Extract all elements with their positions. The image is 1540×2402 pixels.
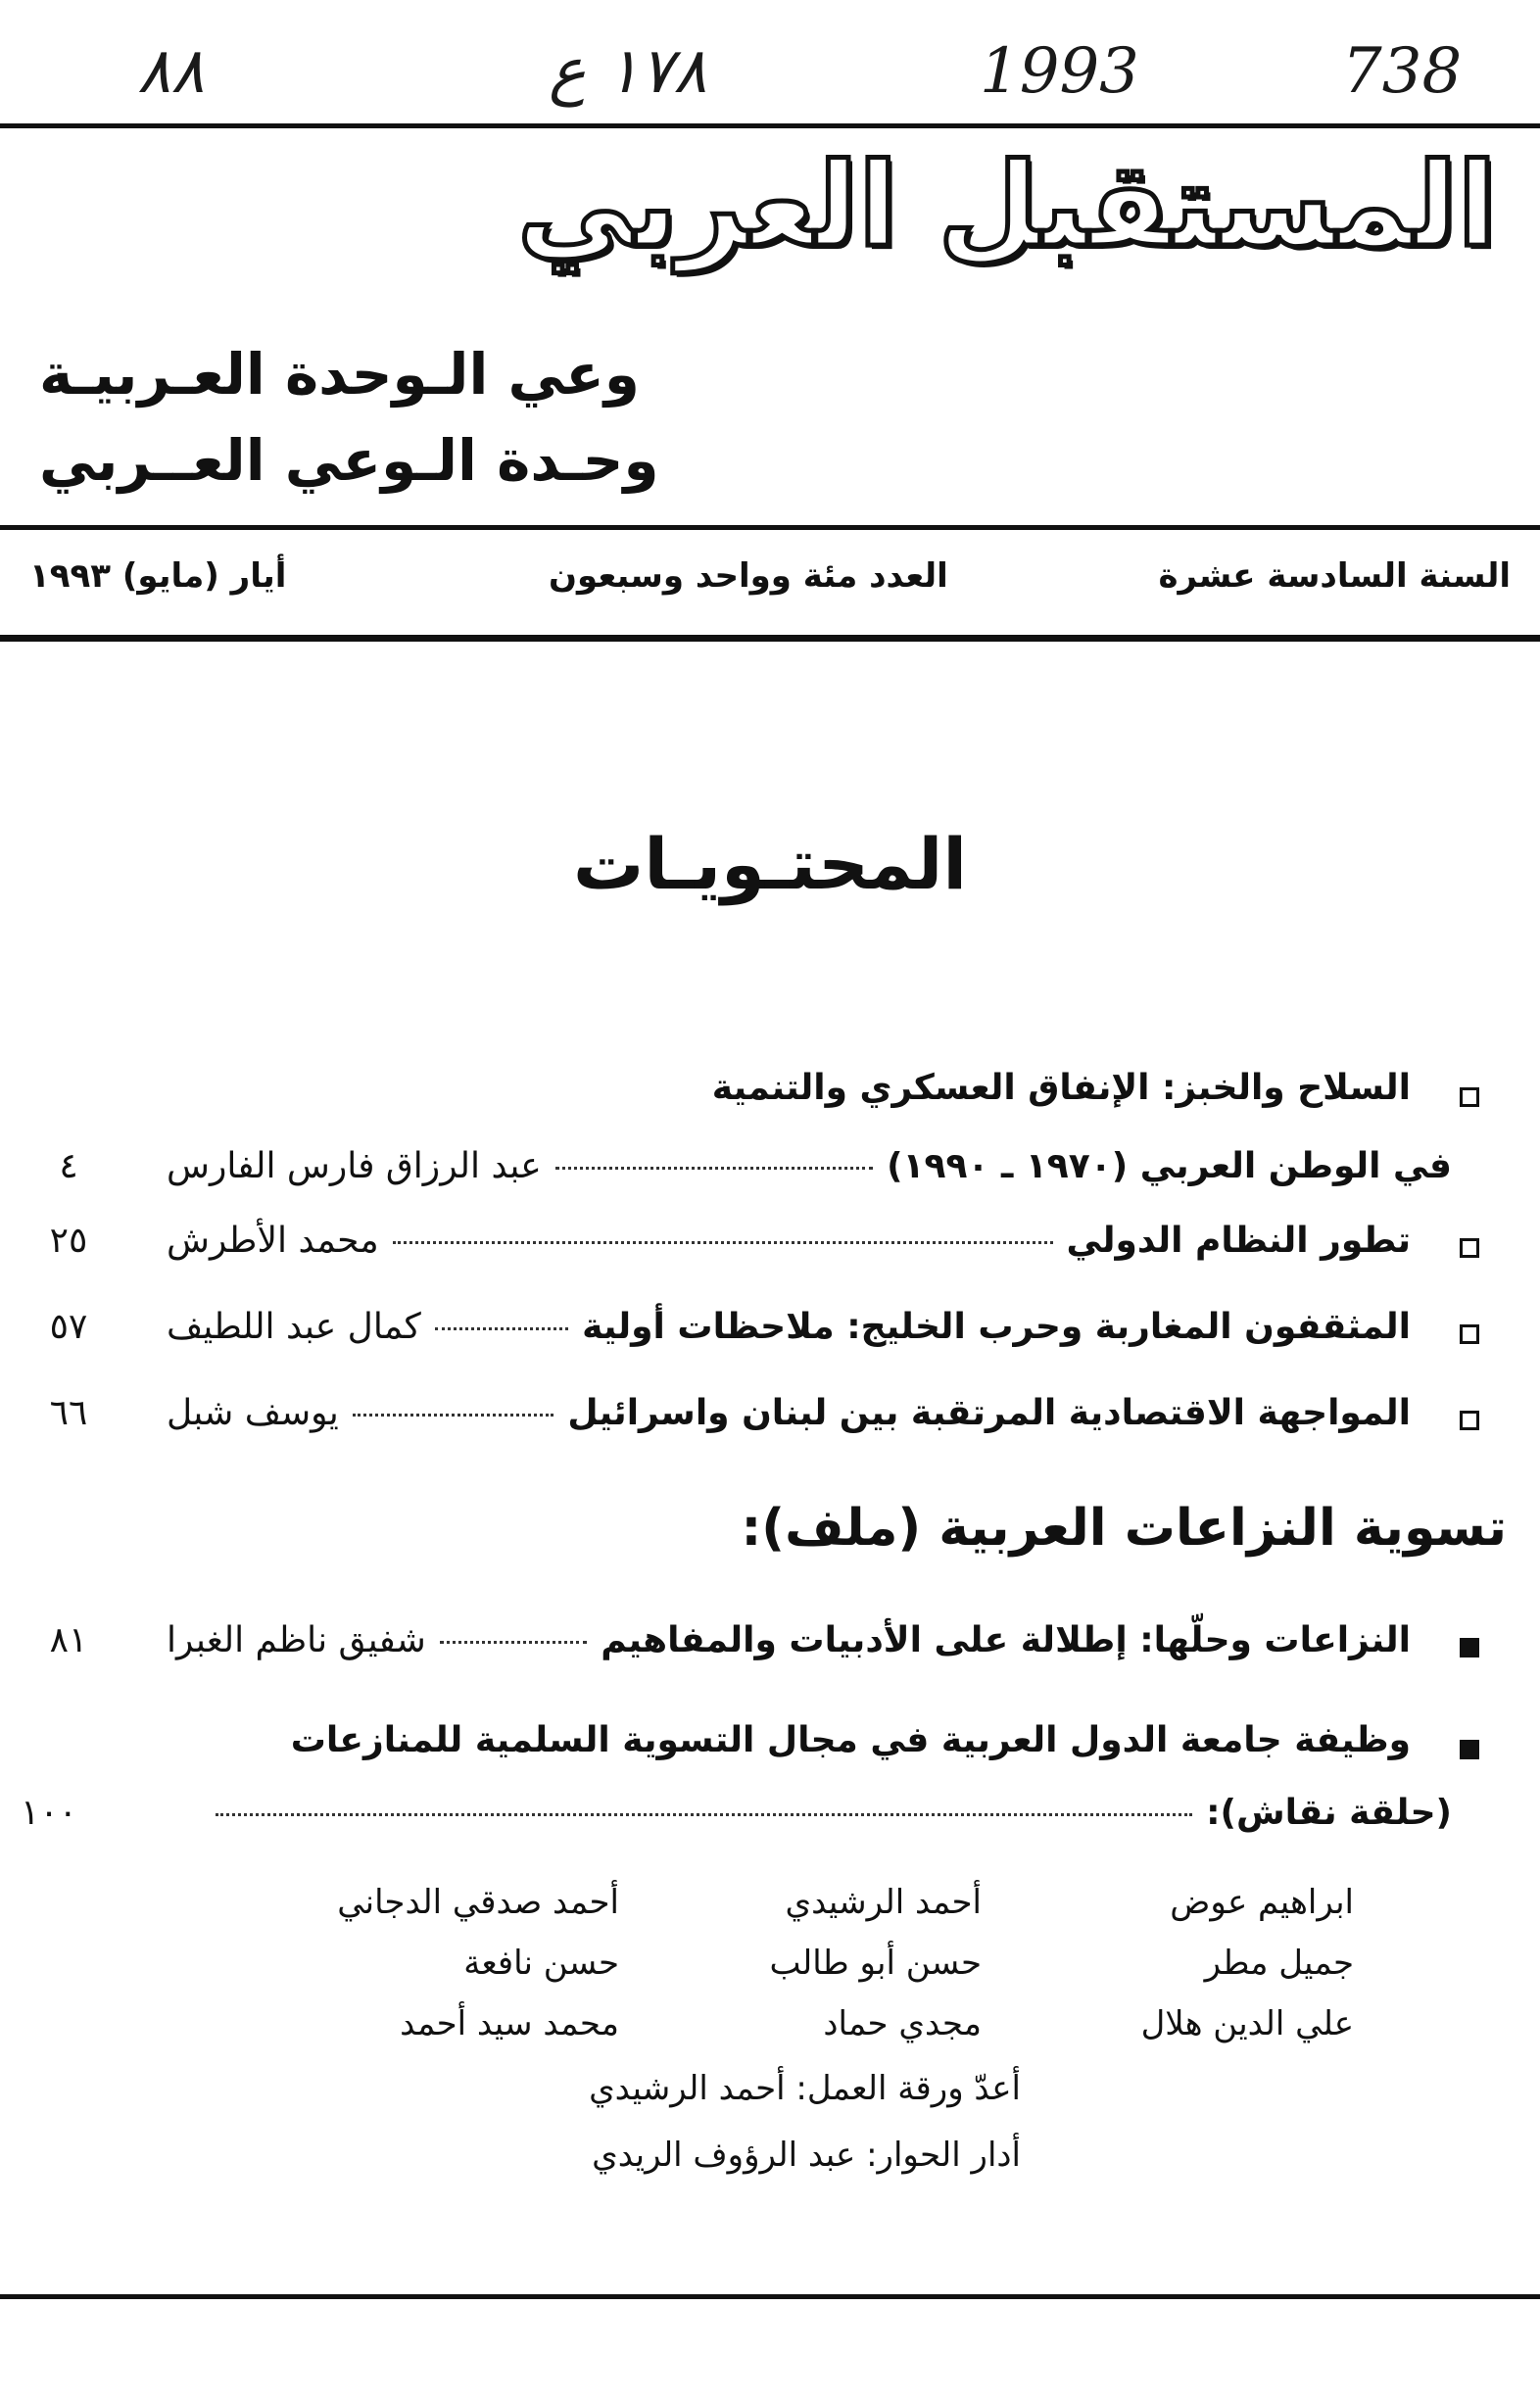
handwritten-note-2: ١٧٨ ع [549, 35, 707, 108]
participant-name: ابراهيم عوض [1170, 1883, 1354, 1922]
issue-year: السنة السادسة عشرة [1158, 556, 1511, 596]
contents-heading: المحتـويـات [572, 823, 968, 905]
entry-title: المواجهة الاقتصادية المرتقبة بين لبنان واسرائيل [567, 1393, 1411, 1433]
masthead-logo: المستقبل العربي [516, 137, 1497, 272]
entry-title: النزاعات وحلّها: إطلالة على الأدبيات والمفاهيم [601, 1620, 1411, 1660]
leader-dots [435, 1327, 568, 1330]
leader-dots [440, 1641, 587, 1644]
participant-name: علي الدين هلال [1140, 2004, 1354, 2043]
file-entry-bullet [1460, 1638, 1479, 1657]
entry-bullet [1460, 1238, 1479, 1258]
toc-entry-4[interactable] [29, 1393, 1411, 1433]
participant-name: جميل مطر [1204, 1944, 1354, 1983]
issue-rule-bottom [0, 635, 1540, 642]
toc-entry-3[interactable] [29, 1307, 1411, 1347]
slogan-line-2: وحـدة الـوعي العــربي [39, 427, 659, 494]
moderator-credit: أدار الحوار: عبد الرؤوف الريدي [592, 2136, 1021, 2175]
leader-dots [393, 1241, 1053, 1244]
entry-page: ٨١ [49, 1620, 88, 1660]
entry-bullet [1460, 1324, 1479, 1344]
entry-title-line-1: السلاح والخبز: الإنفاق العسكري والتنمية [711, 1068, 1411, 1108]
participant-name: مجدي حماد [823, 2004, 982, 2043]
entry-title: تطور النظام الدولي [1066, 1221, 1411, 1261]
participant-name: حسن أبو طالب [769, 1944, 982, 1983]
issue-date: أيار (مايو) ١٩٩٣ [29, 556, 287, 596]
issue-rule-top [0, 525, 1540, 530]
issue-number: العدد مئة وواحد وسبعون [549, 556, 948, 596]
leader-dots [555, 1167, 873, 1170]
entry-title-line-2: في الوطن العربي (١٩٧٠ ـ ١٩٩٠) [887, 1146, 1452, 1186]
leader-dots [216, 1813, 1192, 1816]
file-entry-1[interactable] [29, 1620, 1411, 1660]
top-rule [0, 123, 1540, 128]
toc-entry-1[interactable] [29, 1146, 1452, 1186]
entry-title: المثقفون المغاربة وحرب الخليج: ملاحظات أولية [582, 1307, 1411, 1347]
entry-author: شفيق ناظم الغبرا [167, 1620, 426, 1660]
bottom-rule [0, 2294, 1540, 2299]
entry-author: محمد الأطرش [167, 1221, 379, 1261]
entry-bullet [1460, 1411, 1479, 1430]
entry-author: عبد الرزاق فارس الفارس [167, 1146, 542, 1186]
entry-title-line-1: وظيفة جامعة الدول العربية في مجال التسوية السلمية للمنازعات [290, 1720, 1411, 1760]
slogan-line-1: وعي الـوحدة العـربيـة [39, 341, 640, 408]
handwritten-note-1: ٨٨ [137, 35, 205, 108]
entry-page: ٥٧ [49, 1307, 88, 1347]
handwritten-note-3: 1993 [980, 35, 1139, 108]
participant-name: محمد سيد أحمد [400, 2004, 619, 2043]
leader-dots [353, 1414, 554, 1417]
entry-author: يوسف شبل [167, 1393, 339, 1433]
handwritten-note-4: 738 [1342, 35, 1463, 108]
entry-page: ٤ [59, 1146, 78, 1186]
entry-page: ٢٥ [49, 1221, 88, 1261]
entry-page: ١٠٠ [20, 1793, 77, 1833]
participant-name: أحمد الرشيدي [785, 1883, 982, 1922]
toc-entry-2[interactable] [29, 1221, 1411, 1261]
entry-author: كمال عبد اللطيف [167, 1307, 421, 1347]
entry-page: ٦٦ [49, 1393, 88, 1433]
file-entry-2[interactable] [0, 1793, 1452, 1833]
entry-bullet [1460, 1087, 1479, 1107]
participant-name: أحمد صدقي الدجاني [337, 1883, 619, 1922]
file-entry-bullet [1460, 1740, 1479, 1759]
section-title: تسوية النزاعات العربية (ملف): [741, 1499, 1507, 1558]
participant-name: حسن نافعة [463, 1944, 619, 1983]
working-paper-credit: أعدّ ورقة العمل: أحمد الرشيدي [589, 2069, 1021, 2108]
entry-title-line-2: (حلقة نقاش): [1206, 1793, 1452, 1833]
